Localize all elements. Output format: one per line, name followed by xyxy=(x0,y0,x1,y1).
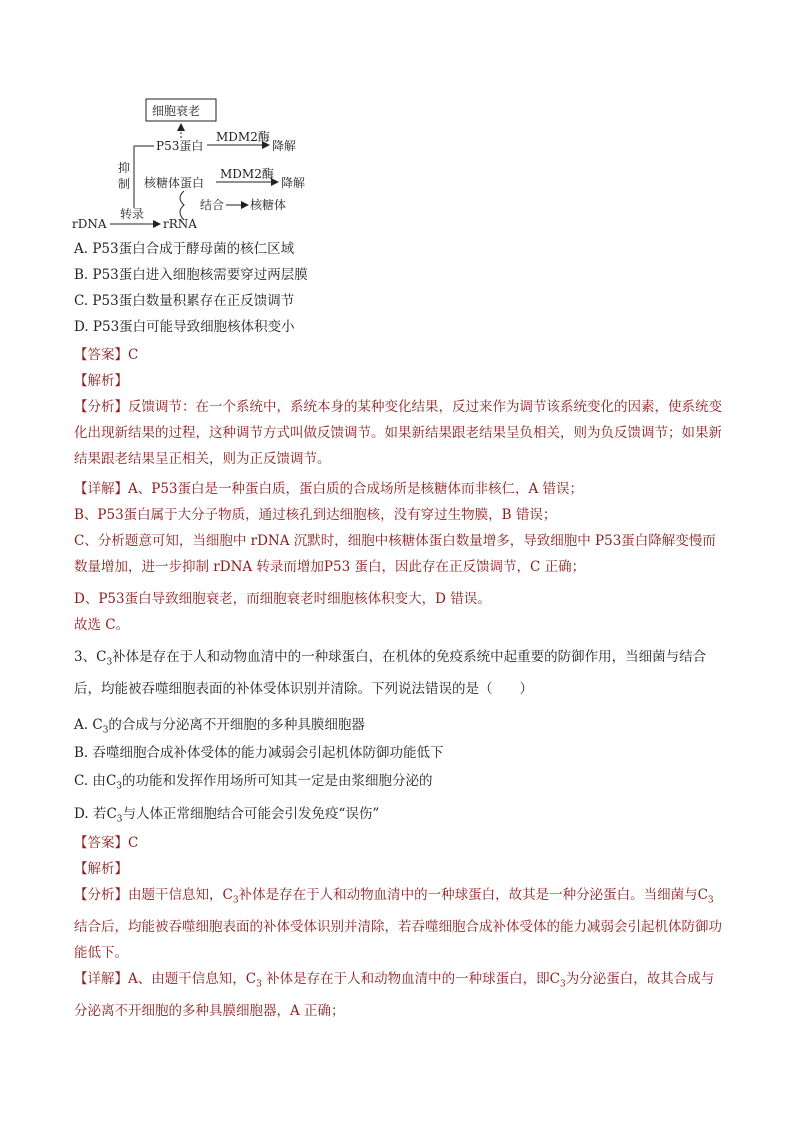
q3-detail-1: A、由题干信息知， xyxy=(128,971,246,987)
opt-a-post: 的合成与分泌离不开细胞的多种具膜细胞器 xyxy=(108,717,365,733)
opt-c-post: 的功能和发挥作用场所可知其一定是由浆细胞分泌的 xyxy=(122,773,433,789)
q2-conclusion: 故选 C。 xyxy=(74,617,130,633)
q3-fenxi-2: 补体是存在于人和动物血清中的一种球蛋白，故其是一种分泌蛋白。当细菌与 xyxy=(238,887,698,903)
q3-fenxi-1: 由题干信息知， xyxy=(128,887,223,903)
q3-detail-2: 补体是存在于人和动物血清中的一种球蛋白，即 xyxy=(261,971,550,987)
q3-option-c xyxy=(74,772,433,796)
q2-analysis-tag: 【解析】 xyxy=(74,373,128,389)
rrna-label: rRNA xyxy=(163,217,197,231)
opt-d-sub: 3 xyxy=(116,814,123,825)
q3-fenxi-c1: C xyxy=(222,887,233,903)
q3-detail-sub2: 3 xyxy=(559,979,566,990)
opt-a-c: C xyxy=(92,717,103,733)
q3-detail xyxy=(74,966,724,1024)
q2-option-a: A. P53蛋白合成于酵母菌的核仁区域 xyxy=(74,241,295,257)
degrade-label-b: 降解 xyxy=(281,176,306,190)
answer-value: C xyxy=(128,347,139,363)
q3-fenxi-sub2: 3 xyxy=(707,895,714,906)
q2-option-c: C. P53蛋白数量积累存在正反馈调节 xyxy=(74,293,295,309)
q3-sub: 3 xyxy=(106,657,113,668)
q3-stem xyxy=(74,644,724,702)
q3-detail-sub1: 3 xyxy=(256,979,262,990)
q3-detail-c2: C xyxy=(549,971,560,987)
q3-xiangjie-tag: 【详解】 xyxy=(74,971,128,987)
ribo-protein-label: 核糖体蛋白 xyxy=(144,176,205,190)
q2-detail-b: B、P53蛋白属于大分子物质，通过核孔到达细胞核，没有穿过生物膜，B 错误； xyxy=(74,507,557,523)
q3-analysis-tag: 【解析】 xyxy=(74,861,128,877)
q2-detail-d: D、P53蛋白导致细胞衰老，而细胞衰老时细胞核体积变大，D 错误。 xyxy=(74,591,491,607)
mdm2-label-b: MDM2酶 xyxy=(220,167,274,181)
detail-a-text: A、P53蛋白是一种蛋白质，蛋白质的合成场所是核糖体而非核仁，A 错误； xyxy=(128,481,584,497)
degrade-label-a: 降解 xyxy=(272,139,297,153)
q3-stem-text: 补体是存在于人和动物血清中的一种球蛋白，在机体的免疫系统中起重要的防御作用，当细菌与结合后，均能被吞噬细胞表面的补体受体识别并清除。下列说法错误的是（ ） xyxy=(74,649,707,697)
combine-label: 结合 xyxy=(200,198,225,212)
q3-detail-3: 为分泌蛋白，故其合成与分泌离不开细胞的多种具膜细胞器，A 正确； xyxy=(74,971,715,1019)
opt-d-post: 与人体正常细胞结合可能会引发免疫“误伤” xyxy=(122,806,380,822)
xiangjie-tag: 【详解】 xyxy=(74,481,128,497)
rdna-label: rDNA xyxy=(72,217,107,231)
q2-option-d: D. P53蛋白可能导致细胞核体积变小 xyxy=(74,319,295,335)
q3-option-a xyxy=(74,716,365,740)
inhibit-label-1: 抑 xyxy=(118,161,131,175)
opt-a-sub: 3 xyxy=(102,725,109,736)
q3-answer-tag: 【答案】 xyxy=(74,835,128,851)
q2-detail-c: C、分析题意可知，当细胞中 rDNA 沉默时，细胞中核糖体蛋白数量增多，导致细胞中 P53蛋白降解变慢而数量增加，进一步抑制 rDNA 转录而增加P53 蛋白，因此存在正反馈调节，C 正确； xyxy=(74,533,716,575)
fenxi-tag: 【分析】 xyxy=(74,399,128,415)
q3-c: C xyxy=(96,649,107,665)
opt-c-sub: 3 xyxy=(116,781,123,792)
aging-label: 细胞衰老 xyxy=(152,104,201,118)
combine-brace xyxy=(180,191,184,220)
q3-detail-c1: C xyxy=(245,971,257,987)
q3-option-b: B. 吞噬细胞合成补体受体的能力减弱会引起机体防御功能低下 xyxy=(74,745,444,761)
q3-answer-value: C xyxy=(128,835,139,851)
ribosome-label: 核糖体 xyxy=(250,198,287,212)
opt-d-c: C xyxy=(106,806,117,822)
q2-detail-a xyxy=(74,480,583,498)
q3-fenxi-3: 结合后，均能被吞噬细胞表面的补体受体识别并清除，若吞噬细胞合成补体受体的能力减弱会引起机体防御功能低下。 xyxy=(74,918,722,961)
inhibit-label-2: 制 xyxy=(118,177,131,191)
q3-number: 3、 xyxy=(74,649,97,665)
opt-d-pre: D. 若 xyxy=(74,806,107,822)
q2-fenxi xyxy=(74,394,724,472)
opt-a-pre: A. xyxy=(74,717,93,733)
q3-fenxi xyxy=(74,882,724,966)
mdm2-label-a: MDM2酶 xyxy=(216,130,270,144)
p53-label: P53蛋白 xyxy=(156,139,204,153)
fenxi-text: 反馈调节：在一个系统中，系统本身的某种变化结果，反过来作为调节该系统变化的因素，使系统变化出现新结果的过程，这种调节方式叫做反馈调节。如果新结果跟老结果呈负相关，则为负反馈调节；如果新结果跟老结果呈正相关，则为正反馈调节。 xyxy=(74,399,722,467)
opt-c-pre: C. 由 xyxy=(74,773,106,789)
p53-pathway-diagram xyxy=(70,98,330,238)
answer-tag: 【答案】 xyxy=(74,347,128,363)
q3-answer xyxy=(74,834,138,852)
q2-answer xyxy=(74,346,138,364)
q3-fenxi-sub1: 3 xyxy=(232,895,239,906)
q2-option-b: B. P53蛋白进入细胞核需要穿过两层膜 xyxy=(74,267,308,283)
opt-c-c: C xyxy=(105,773,117,789)
q3-fenxi-tag: 【分析】 xyxy=(74,887,128,903)
diagram-svg xyxy=(70,98,330,238)
q3-option-d xyxy=(74,805,379,829)
transcribe-label: 转录 xyxy=(120,207,145,221)
q3-fenxi-c2: C xyxy=(697,887,708,903)
